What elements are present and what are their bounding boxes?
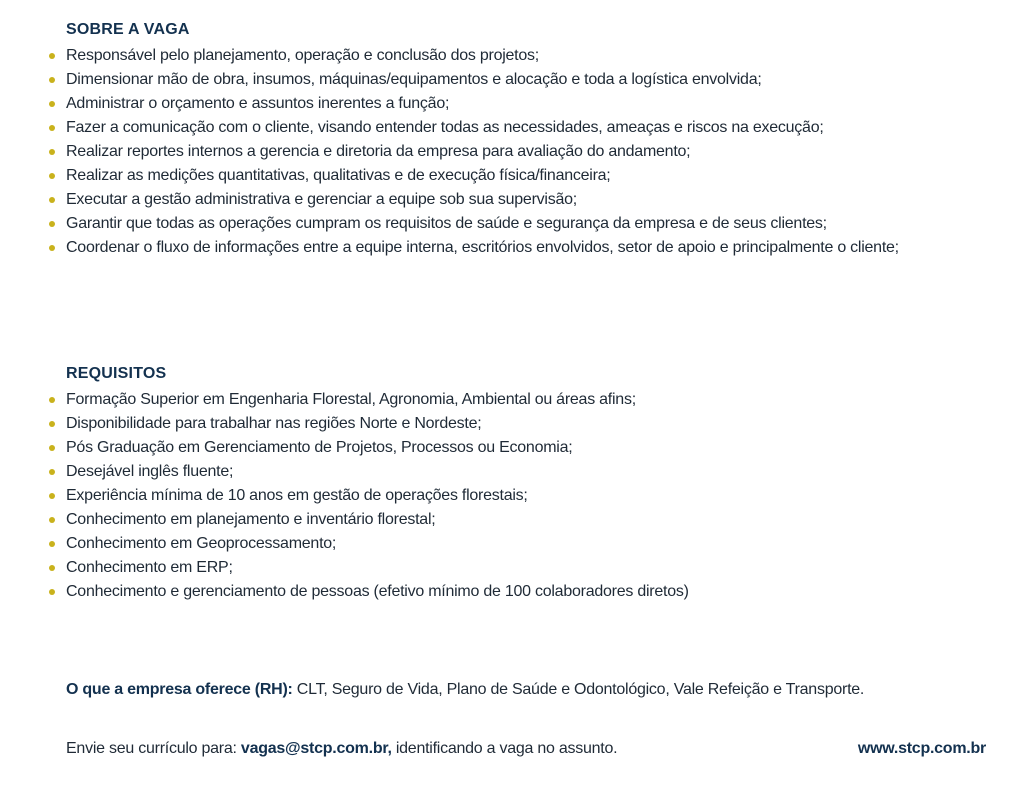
list-item: Administrar o orçamento e assuntos inerentes a função;: [48, 92, 1008, 116]
bullet-icon: [49, 565, 55, 571]
bullet-icon: [49, 517, 55, 523]
list-item: Conhecimento em Geoprocessamento;: [48, 532, 1008, 556]
list-item: Fazer a comunicação com o cliente, visando entender todas as necessidades, ameaças e riscos na execução;: [48, 116, 1008, 140]
contact-suffix: identificando a vaga no assunto.: [391, 740, 618, 757]
list-item: Conhecimento em planejamento e inventário florestal;: [48, 508, 1008, 532]
requisitos-title: REQUISITOS: [66, 365, 167, 382]
list-item: Formação Superior em Engenharia Florestal, Agronomia, Ambiental ou áreas afins;: [48, 388, 1008, 412]
bullet-icon: [49, 397, 55, 403]
bullet-icon: [49, 149, 55, 155]
list-item: Garantir que todas as operações cumpram os requisitos de saúde e segurança da empresa e de seus clientes;: [48, 212, 1008, 236]
bullet-icon: [49, 101, 55, 107]
list-item: Realizar reportes internos a gerencia e diretoria da empresa para avaliação do andamento;: [48, 140, 1008, 164]
list-item: Conhecimento e gerenciamento de pessoas (efetivo mínimo de 100 colaboradores diretos): [48, 580, 1008, 604]
bullet-icon: [49, 469, 55, 475]
section-sobre-a-vaga: [48, 20, 1008, 260]
benefits-line: [66, 678, 1016, 702]
list-item: Dimensionar mão de obra, insumos, máquinas/equipamentos e alocação e toda a logística envolvida;: [48, 68, 1008, 92]
bullet-icon: [49, 245, 55, 251]
list-item: Experiência mínima de 10 anos em gestão de operações florestais;: [48, 484, 1008, 508]
list-item: Desejável inglês fluente;: [48, 460, 1008, 484]
bullet-icon: [49, 541, 55, 547]
sobre-list: [48, 44, 1008, 260]
bullet-icon: [49, 197, 55, 203]
list-item: Disponibilidade para trabalhar nas regiões Norte e Nordeste;: [48, 412, 1008, 436]
bullet-icon: [49, 421, 55, 427]
list-item: Responsável pelo planejamento, operação e conclusão dos projetos;: [48, 44, 1008, 68]
list-item: Conhecimento em ERP;: [48, 556, 1008, 580]
list-item: Realizar as medições quantitativas, qualitativas e de execução física/financeira;: [48, 164, 1008, 188]
contact-footer: [66, 737, 996, 761]
bullet-icon: [49, 77, 55, 83]
list-item: Executar a gestão administrativa e gerenciar a equipe sob sua supervisão;: [48, 188, 1008, 212]
requisitos-list: [48, 388, 1008, 604]
bullet-icon: [49, 445, 55, 451]
sobre-title: SOBRE A VAGA: [66, 21, 190, 38]
bullet-icon: [49, 221, 55, 227]
bullet-icon: [49, 493, 55, 499]
bullet-icon: [49, 173, 55, 179]
website-link[interactable]: www.stcp.com.br: [857, 740, 986, 757]
bullet-icon: [49, 589, 55, 595]
bullet-icon: [49, 125, 55, 131]
bullet-icon: [49, 53, 55, 59]
section-requisitos: [48, 364, 1008, 604]
list-item: Coordenar o fluxo de informações entre a equipe interna, escritórios envolvidos, setor de apoio e principalmente o cliente;: [48, 236, 1008, 260]
benefits-text: CLT, Seguro de Vida, Plano de Saúde e Odontológico, Vale Refeição e Transporte.: [292, 681, 865, 698]
contact-prefix: Envie seu currículo para:: [66, 740, 241, 757]
list-item: Pós Graduação em Gerenciamento de Projetos, Processos ou Economia;: [48, 436, 1008, 460]
benefits-label: O que a empresa oferece (RH):: [66, 681, 293, 698]
email-link[interactable]: vagas@stcp.com.br,: [240, 740, 392, 757]
